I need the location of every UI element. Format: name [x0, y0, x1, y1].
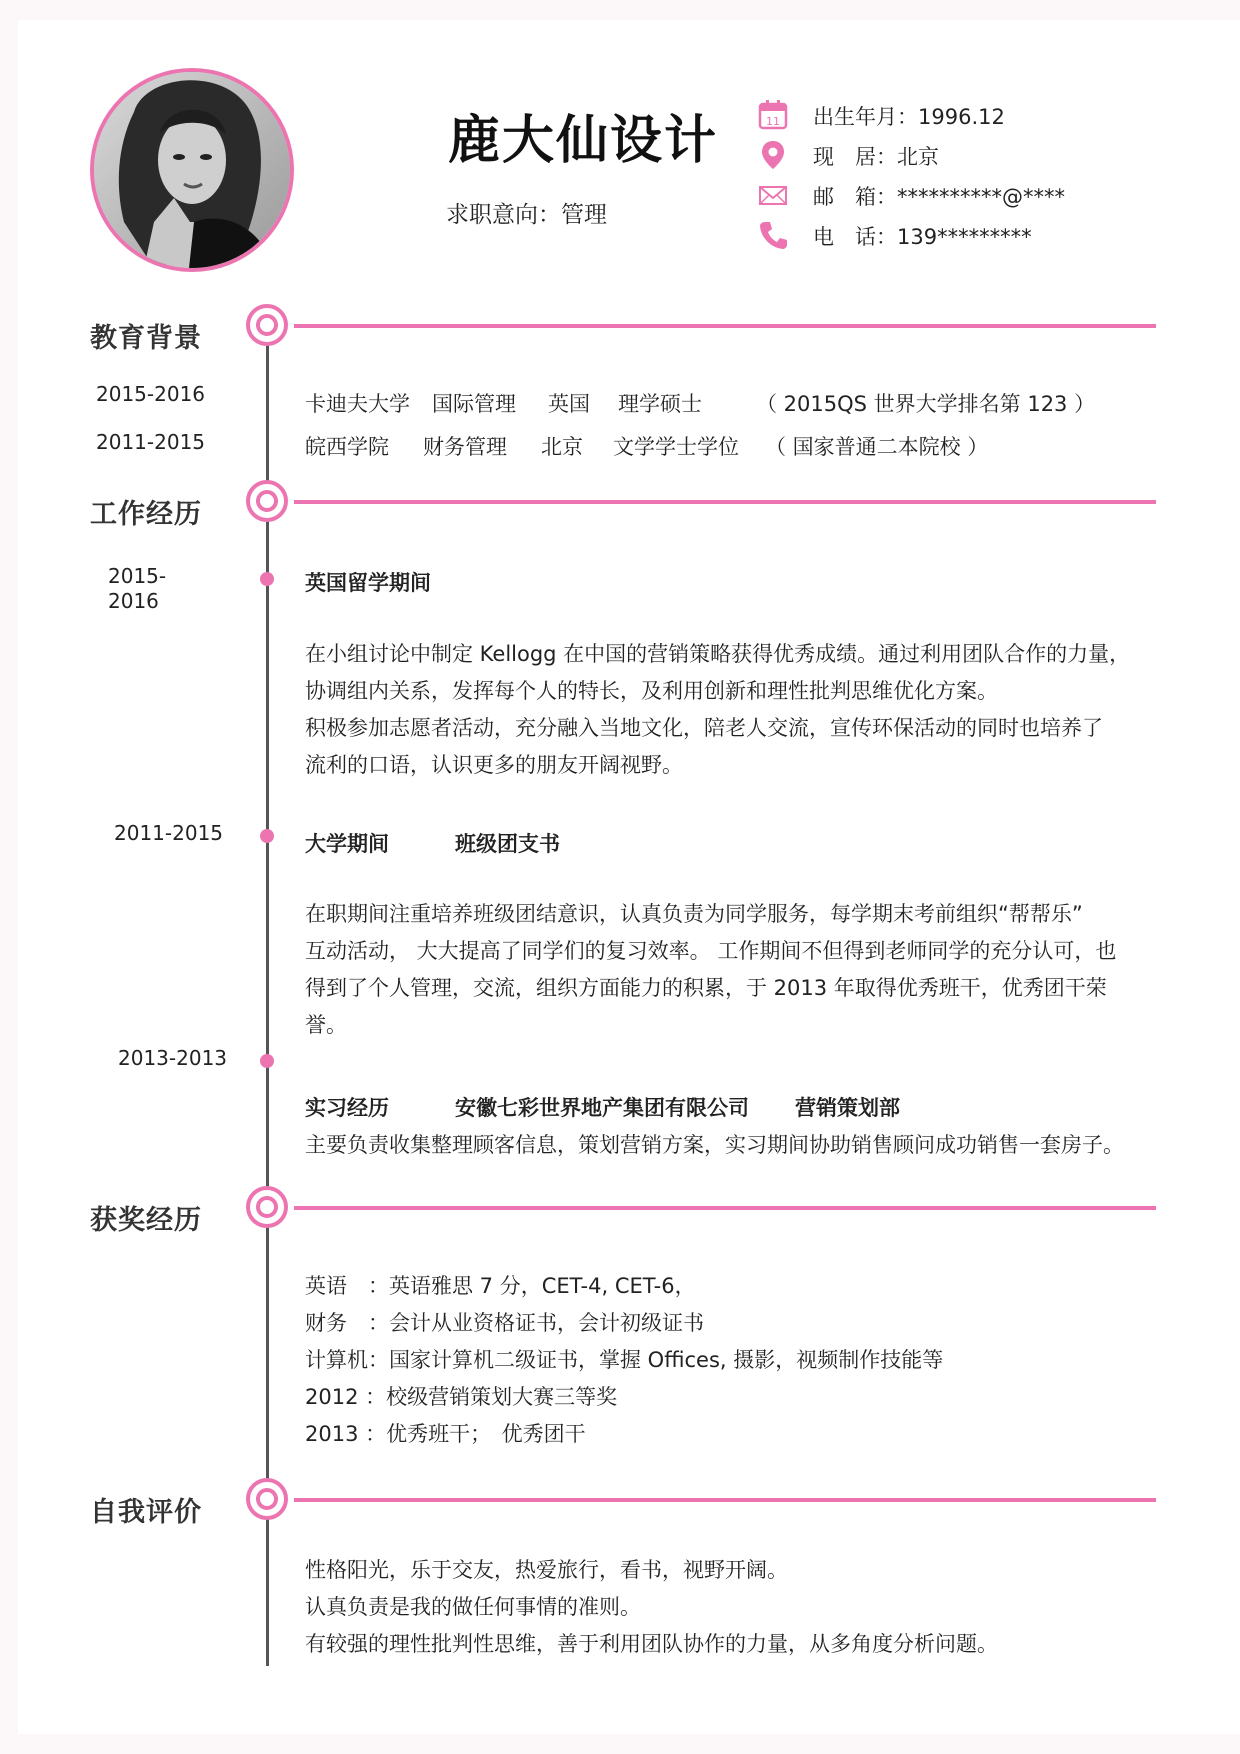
section-title-self-eval: 自我评价 [90, 1497, 202, 1528]
section-marker-icon [246, 480, 288, 522]
section-title-work: 工作经历 [90, 499, 202, 530]
education-date: 2015-2016 [96, 382, 206, 406]
work-title: 英国留学期间 [305, 571, 431, 595]
info-phone: 电 话：139********* [813, 225, 1032, 249]
resume-page [18, 20, 1240, 1734]
section-marker-icon [246, 1186, 288, 1228]
portrait-photo [94, 72, 290, 268]
work-desc-line: 流利的口语，认识更多的朋友开阔视野。 [305, 753, 683, 777]
section-marker-icon [246, 1478, 288, 1520]
self-eval-line: 有较强的理性批判性思维，善于利用团队协作的力量，从多角度分析问题。 [305, 1632, 998, 1656]
candidate-name: 鹿大仙设计 [448, 111, 719, 171]
work-desc-line: 誉。 [305, 1013, 347, 1037]
work-period: 大学期间 [305, 832, 389, 856]
work-desc-line: 互动活动， 大大提高了同学们的复习效率。 工作期间不但得到老师同学的充分认可，也 [305, 939, 1117, 963]
school-note: （ 2015QS 世界大学排名第 123 ） [756, 392, 1096, 416]
timeline-dot [260, 572, 274, 586]
work-date: 2016 [108, 589, 159, 613]
location-pin-icon [756, 138, 790, 172]
work-desc-line: 主要负责收集整理顾客信息，策划营销方案，实习期间协助销售顾问成功销售一套房子。 [305, 1133, 1124, 1157]
award-line: 英语 ：英语雅思 7 分，CET-4, CET-6， [305, 1274, 696, 1298]
work-desc-line: 协调组内关系，发挥每个人的特长，及利用创新和理性批判思维优化方案。 [305, 679, 998, 703]
calendar-icon [756, 98, 790, 132]
work-desc-line: 在小组讨论中制定 Kellogg 在中国的营销策略获得优秀成绩。通过利用团队合作的力量， [305, 642, 1131, 666]
info-email: 邮 箱：**********@**** [813, 185, 1065, 209]
section-divider [294, 1206, 1156, 1210]
work-desc-line: 得到了个人管理，交流，组织方面能力的积累，于 2013 年取得优秀班干，优秀团干荣 [305, 976, 1107, 1000]
work-date: 2015- [108, 564, 167, 588]
job-intention: 求职意向：管理 [446, 202, 607, 228]
education-entry [305, 431, 988, 461]
school: 卡迪夫大学 [305, 392, 410, 416]
self-eval-line: 认真负责是我的做任何事情的准则。 [305, 1595, 641, 1619]
award-line: 2012 ：校级营销策划大赛三等奖 [305, 1385, 618, 1409]
work-desc-line: 积极参加志愿者活动，充分融入当地文化，陪老人交流，宣传环保活动的同时也培养了 [305, 716, 1103, 740]
work-period: 实习经历 [305, 1096, 389, 1120]
major: 财务管理 [423, 435, 507, 459]
award-line: 财务 ：会计从业资格证书，会计初级证书 [305, 1311, 704, 1335]
degree: 文学学士学位 [613, 435, 739, 459]
work-date: 2011-2015 [114, 821, 224, 845]
work-title [305, 828, 560, 858]
info-birth: 出生年月：1996.12 [813, 105, 1005, 129]
award-line: 计算机：国家计算机二级证书，掌握 Offices, 摄影，视频制作技能等 [305, 1348, 944, 1372]
work-date: 2013-2013 [118, 1046, 228, 1070]
work-title [305, 1092, 900, 1122]
major: 国际管理 [432, 392, 516, 416]
school: 皖西学院 [305, 435, 389, 459]
info-residence: 现 居：北京 [813, 145, 939, 169]
degree: 理学硕士 [618, 392, 702, 416]
section-divider [294, 500, 1156, 504]
place: 北京 [541, 435, 583, 459]
section-divider [294, 324, 1156, 328]
education-entry [305, 388, 1095, 418]
work-dept: 营销策划部 [795, 1096, 900, 1120]
award-line: 2013 ：优秀班干； 优秀团干 [305, 1422, 586, 1446]
phone-icon [756, 218, 790, 252]
section-title-education: 教育背景 [90, 323, 202, 354]
timeline-dot [260, 1054, 274, 1068]
timeline-axis [266, 338, 269, 1666]
section-divider [294, 1498, 1156, 1502]
education-date: 2011-2015 [96, 430, 206, 454]
svg-text:11: 11 [766, 115, 780, 128]
envelope-icon [756, 178, 790, 212]
work-desc-line: 在职期间注重培养班级团结意识，认真负责为同学服务，每学期末考前组织“帮帮乐” [305, 902, 1083, 926]
avatar [90, 68, 294, 272]
work-role: 班级团支书 [455, 832, 560, 856]
work-company: 安徽七彩世界地产集团有限公司 [455, 1096, 749, 1120]
place: 英国 [548, 392, 590, 416]
section-title-awards: 获奖经历 [90, 1205, 202, 1236]
section-marker-icon [246, 304, 288, 346]
self-eval-line: 性格阳光，乐于交友，热爱旅行，看书，视野开阔。 [305, 1558, 788, 1582]
timeline-dot [260, 829, 274, 843]
school-note: （ 国家普通二本院校 ） [765, 435, 989, 459]
